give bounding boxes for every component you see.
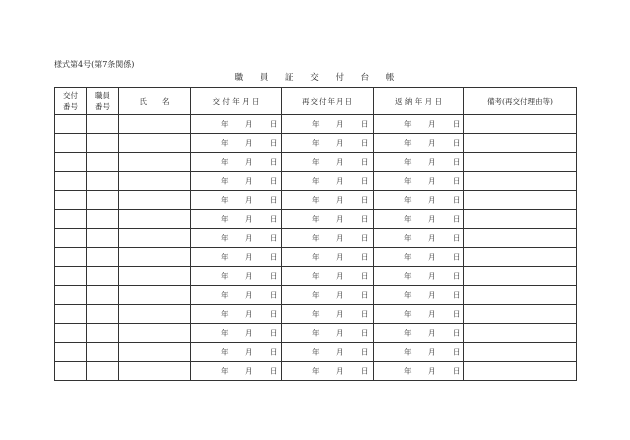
name-cell[interactable] <box>119 210 191 229</box>
date-unit-label: 月 <box>336 157 344 167</box>
date-unit-label: 年 <box>221 233 229 243</box>
issue-date-cell[interactable] <box>191 305 282 324</box>
ledger-row <box>55 229 577 248</box>
remarks-cell[interactable] <box>464 248 577 267</box>
staff-number-cell[interactable] <box>87 134 119 153</box>
date-unit-label: 月 <box>428 271 436 281</box>
date-unit-label: 年 <box>312 347 320 357</box>
remarks-cell[interactable] <box>464 362 577 381</box>
date-unit-label: 月 <box>336 271 344 281</box>
name-cell[interactable] <box>119 305 191 324</box>
date-unit-label: 日 <box>270 176 278 186</box>
date-unit-label: 月 <box>428 328 436 338</box>
staff-number-cell[interactable] <box>87 248 119 267</box>
reissue-date-cell[interactable] <box>282 210 374 229</box>
staff-number-cell[interactable] <box>87 324 119 343</box>
date-unit-label: 月 <box>428 214 436 224</box>
date-unit-label: 年 <box>404 214 412 224</box>
date-unit-label: 月 <box>245 138 253 148</box>
date-unit-label: 日 <box>361 195 369 205</box>
return-date-cell[interactable] <box>374 191 464 210</box>
reissue-date-cell[interactable] <box>282 115 374 134</box>
date-unit-label: 年 <box>404 138 412 148</box>
date-unit-label: 月 <box>245 119 253 129</box>
date-unit-label: 月 <box>245 252 253 262</box>
reissue-date-cell[interactable] <box>282 305 374 324</box>
issue-date-cell[interactable] <box>191 210 282 229</box>
date-unit-label: 年 <box>221 309 229 319</box>
name-cell[interactable] <box>119 115 191 134</box>
date-unit-label: 年 <box>404 252 412 262</box>
return-date-cell[interactable] <box>374 172 464 191</box>
issue-date-cell[interactable] <box>191 248 282 267</box>
staff-number-cell[interactable] <box>87 267 119 286</box>
name-cell[interactable] <box>119 153 191 172</box>
date-unit-label: 月 <box>336 366 344 376</box>
name-cell[interactable] <box>119 172 191 191</box>
date-unit-label: 年 <box>312 252 320 262</box>
date-unit-label: 日 <box>270 347 278 357</box>
column-issue-number: 交付 番号 <box>55 88 87 115</box>
date-unit-label: 年 <box>404 271 412 281</box>
remarks-cell[interactable] <box>464 153 577 172</box>
remarks-cell[interactable] <box>464 115 577 134</box>
issue-number-cell[interactable] <box>55 324 87 343</box>
ledger-row <box>55 134 577 153</box>
date-unit-label: 年 <box>312 214 320 224</box>
date-unit-label: 月 <box>428 309 436 319</box>
issue-number-cell[interactable] <box>55 134 87 153</box>
reissue-date-cell[interactable] <box>282 134 374 153</box>
date-unit-label: 月 <box>245 214 253 224</box>
date-unit-label: 年 <box>221 347 229 357</box>
ledger-row <box>55 267 577 286</box>
issue-date-cell[interactable] <box>191 153 282 172</box>
staff-number-cell[interactable] <box>87 343 119 362</box>
column-staff-number: 職員 番号 <box>87 88 119 115</box>
reissue-date-cell[interactable] <box>282 267 374 286</box>
return-date-cell[interactable] <box>374 115 464 134</box>
reissue-date-cell[interactable] <box>282 343 374 362</box>
issue-date-cell[interactable] <box>191 172 282 191</box>
issue-date-cell[interactable] <box>191 362 282 381</box>
column-remarks: 備考(再交付理由等) <box>464 88 577 115</box>
ledger-row <box>55 305 577 324</box>
staff-number-cell[interactable] <box>87 286 119 305</box>
date-unit-label: 日 <box>453 138 461 148</box>
staff-number-cell[interactable] <box>87 172 119 191</box>
date-unit-label: 年 <box>312 233 320 243</box>
date-unit-label: 年 <box>312 309 320 319</box>
return-date-cell[interactable] <box>374 229 464 248</box>
issue-date-cell[interactable] <box>191 267 282 286</box>
issue-date-cell[interactable] <box>191 115 282 134</box>
date-unit-label: 日 <box>270 195 278 205</box>
date-unit-label: 月 <box>245 290 253 300</box>
staff-number-cell[interactable] <box>87 305 119 324</box>
reissue-date-cell[interactable] <box>282 248 374 267</box>
remarks-cell[interactable] <box>464 172 577 191</box>
return-date-cell[interactable] <box>374 248 464 267</box>
header-row <box>55 88 577 115</box>
date-unit-label: 月 <box>245 157 253 167</box>
date-unit-label: 年 <box>221 252 229 262</box>
date-unit-label: 日 <box>270 252 278 262</box>
date-unit-label: 日 <box>453 233 461 243</box>
date-unit-label: 日 <box>270 138 278 148</box>
date-unit-label: 日 <box>270 233 278 243</box>
date-unit-label: 月 <box>428 176 436 186</box>
date-unit-label: 日 <box>361 176 369 186</box>
name-cell[interactable] <box>119 248 191 267</box>
date-unit-label: 年 <box>312 157 320 167</box>
issue-number-cell[interactable] <box>55 172 87 191</box>
date-unit-label: 日 <box>453 309 461 319</box>
date-unit-label: 年 <box>312 138 320 148</box>
date-unit-label: 日 <box>361 138 369 148</box>
date-unit-label: 日 <box>361 309 369 319</box>
remarks-cell[interactable] <box>464 324 577 343</box>
reissue-date-cell[interactable] <box>282 229 374 248</box>
return-date-cell[interactable] <box>374 286 464 305</box>
issue-number-cell[interactable] <box>55 248 87 267</box>
remarks-cell[interactable] <box>464 210 577 229</box>
date-unit-label: 月 <box>428 366 436 376</box>
date-unit-label: 日 <box>361 157 369 167</box>
date-unit-label: 月 <box>428 119 436 129</box>
date-unit-label: 月 <box>336 252 344 262</box>
date-unit-label: 日 <box>453 119 461 129</box>
staff-number-cell[interactable] <box>87 210 119 229</box>
staff-number-cell[interactable] <box>87 191 119 210</box>
remarks-cell[interactable] <box>464 191 577 210</box>
date-unit-label: 年 <box>221 119 229 129</box>
issue-number-cell[interactable] <box>55 362 87 381</box>
date-unit-label: 年 <box>404 366 412 376</box>
date-unit-label: 日 <box>453 328 461 338</box>
remarks-cell[interactable] <box>464 229 577 248</box>
date-unit-label: 月 <box>336 119 344 129</box>
date-unit-label: 日 <box>270 157 278 167</box>
date-unit-label: 年 <box>221 157 229 167</box>
date-unit-label: 月 <box>245 271 253 281</box>
date-unit-label: 月 <box>245 195 253 205</box>
return-date-cell[interactable] <box>374 362 464 381</box>
date-unit-label: 日 <box>453 347 461 357</box>
date-unit-label: 年 <box>404 290 412 300</box>
date-unit-label: 月 <box>245 176 253 186</box>
date-unit-label: 日 <box>270 290 278 300</box>
date-unit-label: 日 <box>270 119 278 129</box>
date-unit-label: 日 <box>453 214 461 224</box>
date-unit-label: 年 <box>221 366 229 376</box>
ledger-row <box>55 362 577 381</box>
date-unit-label: 月 <box>428 233 436 243</box>
reissue-date-cell[interactable] <box>282 172 374 191</box>
date-unit-label: 年 <box>221 214 229 224</box>
date-unit-label: 年 <box>404 328 412 338</box>
date-unit-label: 日 <box>453 195 461 205</box>
issue-number-cell[interactable] <box>55 115 87 134</box>
form-label: 様式第4号(第7条関係) <box>54 60 135 69</box>
date-unit-label: 日 <box>361 290 369 300</box>
date-unit-label: 日 <box>453 271 461 281</box>
date-unit-label: 月 <box>336 309 344 319</box>
date-unit-label: 月 <box>428 347 436 357</box>
date-unit-label: 年 <box>221 328 229 338</box>
date-unit-label: 日 <box>361 271 369 281</box>
date-unit-label: 年 <box>221 290 229 300</box>
date-unit-label: 年 <box>312 195 320 205</box>
date-unit-label: 月 <box>245 328 253 338</box>
date-unit-label: 日 <box>453 157 461 167</box>
date-unit-label: 月 <box>428 195 436 205</box>
return-date-cell[interactable] <box>374 210 464 229</box>
date-unit-label: 日 <box>361 214 369 224</box>
document-title: 職 員 証 交 付 台 帳 <box>234 73 396 83</box>
date-unit-label: 月 <box>245 347 253 357</box>
column-name: 氏 名 <box>119 88 191 115</box>
date-unit-label: 日 <box>453 366 461 376</box>
issue-number-cell[interactable] <box>55 210 87 229</box>
date-unit-label: 年 <box>221 176 229 186</box>
date-unit-label: 年 <box>404 176 412 186</box>
date-unit-label: 日 <box>270 328 278 338</box>
date-unit-label: 年 <box>404 347 412 357</box>
ledger-row <box>55 324 577 343</box>
ledger-row <box>55 286 577 305</box>
return-date-cell[interactable] <box>374 324 464 343</box>
remarks-cell[interactable] <box>464 286 577 305</box>
staff-number-cell[interactable] <box>87 229 119 248</box>
date-unit-label: 年 <box>312 119 320 129</box>
ledger-row <box>55 248 577 267</box>
return-date-cell[interactable] <box>374 134 464 153</box>
reissue-date-cell[interactable] <box>282 153 374 172</box>
column-issue-date: 交 付 年 月 日 <box>191 88 282 115</box>
ledger-row <box>55 191 577 210</box>
date-unit-label: 日 <box>453 252 461 262</box>
date-unit-label: 月 <box>245 366 253 376</box>
ledger-row <box>55 153 577 172</box>
return-date-cell[interactable] <box>374 343 464 362</box>
name-cell[interactable] <box>119 229 191 248</box>
date-unit-label: 日 <box>361 119 369 129</box>
date-unit-label: 年 <box>404 309 412 319</box>
issue-number-cell[interactable] <box>55 267 87 286</box>
name-cell[interactable] <box>119 362 191 381</box>
date-unit-label: 月 <box>336 214 344 224</box>
return-date-cell[interactable] <box>374 153 464 172</box>
name-cell[interactable] <box>119 191 191 210</box>
date-unit-label: 年 <box>312 271 320 281</box>
issue-date-cell[interactable] <box>191 286 282 305</box>
date-unit-label: 月 <box>245 233 253 243</box>
name-cell[interactable] <box>119 267 191 286</box>
ledger-row <box>55 210 577 229</box>
staff-number-cell[interactable] <box>87 153 119 172</box>
date-unit-label: 月 <box>336 138 344 148</box>
date-unit-label: 年 <box>221 195 229 205</box>
issue-date-cell[interactable] <box>191 324 282 343</box>
name-cell[interactable] <box>119 134 191 153</box>
issue-number-cell[interactable] <box>55 305 87 324</box>
column-return-date: 返 納 年 月 日 <box>374 88 464 115</box>
staff-number-cell[interactable] <box>87 115 119 134</box>
date-unit-label: 日 <box>361 366 369 376</box>
ledger-row <box>55 172 577 191</box>
staff-number-cell[interactable] <box>87 362 119 381</box>
date-unit-label: 月 <box>336 328 344 338</box>
date-unit-label: 月 <box>245 309 253 319</box>
date-unit-label: 年 <box>312 366 320 376</box>
remarks-cell[interactable] <box>464 267 577 286</box>
return-date-cell[interactable] <box>374 305 464 324</box>
date-unit-label: 日 <box>361 233 369 243</box>
name-cell[interactable] <box>119 286 191 305</box>
date-unit-label: 月 <box>428 138 436 148</box>
issue-date-cell[interactable] <box>191 229 282 248</box>
issue-number-cell[interactable] <box>55 286 87 305</box>
date-unit-label: 月 <box>336 290 344 300</box>
date-unit-label: 日 <box>453 290 461 300</box>
date-unit-label: 日 <box>361 252 369 262</box>
remarks-cell[interactable] <box>464 134 577 153</box>
date-unit-label: 日 <box>270 366 278 376</box>
date-unit-label: 日 <box>453 176 461 186</box>
date-unit-label: 年 <box>404 119 412 129</box>
remarks-cell[interactable] <box>464 343 577 362</box>
issue-date-cell[interactable] <box>191 134 282 153</box>
issue-date-cell[interactable] <box>191 191 282 210</box>
date-unit-label: 日 <box>361 328 369 338</box>
reissue-date-cell[interactable] <box>282 286 374 305</box>
issue-number-cell[interactable] <box>55 229 87 248</box>
remarks-cell[interactable] <box>464 305 577 324</box>
date-unit-label: 年 <box>404 157 412 167</box>
column-reissue-date: 再交付年月日 <box>282 88 374 115</box>
reissue-date-cell[interactable] <box>282 324 374 343</box>
reissue-date-cell[interactable] <box>282 362 374 381</box>
ledger-row <box>55 115 577 134</box>
date-unit-label: 年 <box>221 271 229 281</box>
date-unit-label: 年 <box>404 195 412 205</box>
ledger-table <box>54 87 577 381</box>
issue-date-cell[interactable] <box>191 343 282 362</box>
date-unit-label: 日 <box>361 347 369 357</box>
date-unit-label: 月 <box>428 290 436 300</box>
date-unit-label: 日 <box>270 214 278 224</box>
issue-number-cell[interactable] <box>55 343 87 362</box>
date-unit-label: 年 <box>312 290 320 300</box>
date-unit-label: 月 <box>336 233 344 243</box>
date-unit-label: 年 <box>404 233 412 243</box>
date-unit-label: 月 <box>336 176 344 186</box>
return-date-cell[interactable] <box>374 267 464 286</box>
date-unit-label: 年 <box>312 328 320 338</box>
issue-number-cell[interactable] <box>55 153 87 172</box>
name-cell[interactable] <box>119 343 191 362</box>
date-unit-label: 年 <box>221 138 229 148</box>
date-unit-label: 月 <box>336 195 344 205</box>
date-unit-label: 月 <box>428 252 436 262</box>
date-unit-label: 月 <box>336 347 344 357</box>
reissue-date-cell[interactable] <box>282 191 374 210</box>
date-unit-label: 月 <box>428 157 436 167</box>
date-unit-label: 日 <box>270 271 278 281</box>
ledger-row <box>55 343 577 362</box>
date-unit-label: 日 <box>270 309 278 319</box>
date-unit-label: 年 <box>312 176 320 186</box>
name-cell[interactable] <box>119 324 191 343</box>
issue-number-cell[interactable] <box>55 191 87 210</box>
